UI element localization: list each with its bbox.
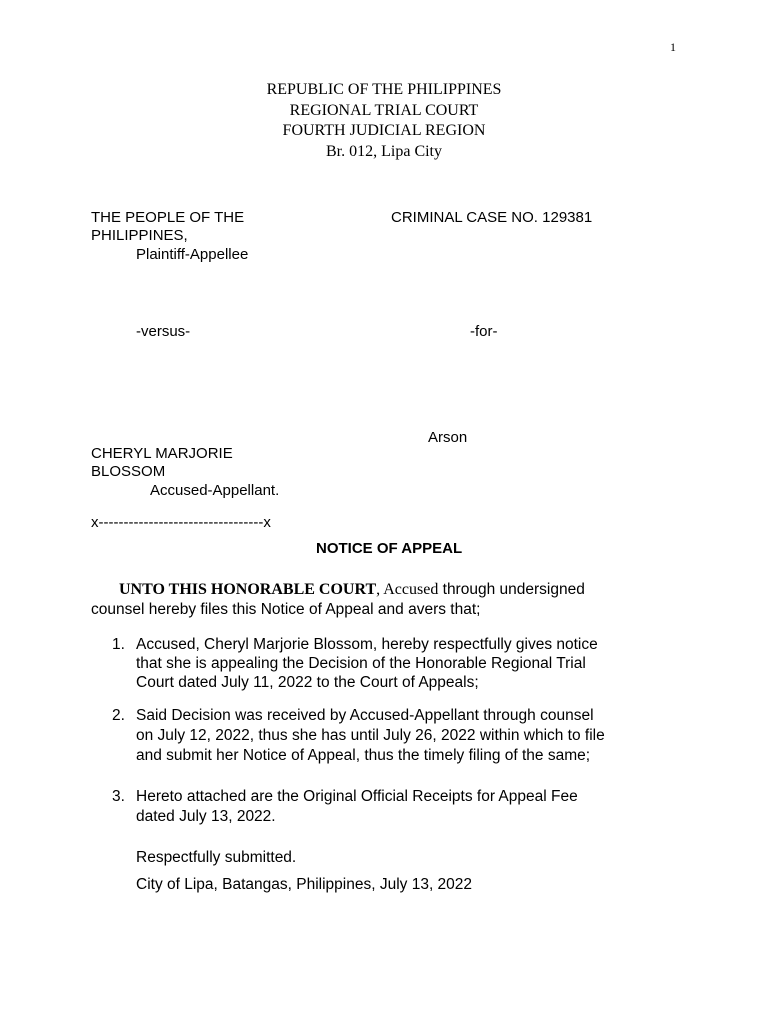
page-number: 1 bbox=[670, 40, 676, 54]
accused-name-line-2: BLOSSOM bbox=[91, 463, 166, 480]
list-item-line: and submit her Notice of Appeal, thus the timely filing of the same; bbox=[136, 747, 591, 764]
list-item-line: that she is appealing the Decision of the Honorable Regional Trial bbox=[136, 655, 586, 672]
plaintiff-name-line-2: PHILIPPINES, bbox=[91, 227, 188, 244]
list-item-line: Hereto attached are the Original Official Receipts for Appeal Fee bbox=[136, 788, 578, 805]
list-item-line: on July 12, 2022, thus she has until July 26, 2022 within which to file bbox=[136, 727, 605, 744]
list-item-line: Said Decision was received by Accused-Appellant through counsel bbox=[136, 707, 594, 724]
intro-accused: Accused bbox=[380, 581, 439, 598]
plaintiff-role: Plaintiff-Appellee bbox=[136, 246, 249, 263]
court-header-line-1: REPUBLIC OF THE PHILIPPINES bbox=[266, 81, 502, 98]
court-header-line-3: FOURTH JUDICIAL REGION bbox=[282, 122, 486, 139]
intro-line-1 bbox=[119, 580, 585, 600]
accused-name-line-1: CHERYL MARJORIE bbox=[91, 445, 233, 462]
for-label: -for- bbox=[470, 323, 498, 340]
versus-label: -versus- bbox=[136, 323, 191, 340]
place-and-date: City of Lipa, Batangas, Philippines, July 13, 2022 bbox=[136, 876, 473, 893]
offense: Arson bbox=[428, 429, 468, 446]
intro-line-2: counsel hereby files this Notice of Appeal and avers that; bbox=[91, 601, 481, 618]
list-item-line: Court dated July 11, 2022 to the Court of Appeals; bbox=[136, 674, 479, 691]
list-item-line: Accused, Cheryl Marjorie Blossom, hereby respectfully gives notice bbox=[136, 636, 598, 653]
list-item-line: dated July 13, 2022. bbox=[136, 808, 276, 825]
list-item-number: 1. bbox=[112, 636, 125, 653]
accused-role: Accused-Appellant. bbox=[150, 482, 280, 499]
intro-comma: , bbox=[376, 581, 381, 598]
list-item-number: 2. bbox=[112, 707, 125, 724]
intro-addressee: UNTO THIS HONORABLE COURT bbox=[119, 581, 377, 598]
respectfully-submitted: Respectfully submitted. bbox=[136, 849, 297, 866]
caption-separator: x---------------------------------x bbox=[91, 514, 271, 531]
court-header-line-4: Br. 012, Lipa City bbox=[326, 142, 442, 160]
court-header-line-2: REGIONAL TRIAL COURT bbox=[289, 101, 479, 119]
list-item-number: 3. bbox=[112, 788, 125, 805]
document-title: NOTICE OF APPEAL bbox=[316, 540, 463, 557]
court-header bbox=[0, 80, 768, 162]
plaintiff-name-line-1: THE PEOPLE OF THE bbox=[91, 209, 245, 226]
case-number: CRIMINAL CASE NO. 129381 bbox=[391, 209, 593, 226]
intro-rest: through undersigned bbox=[438, 581, 585, 598]
